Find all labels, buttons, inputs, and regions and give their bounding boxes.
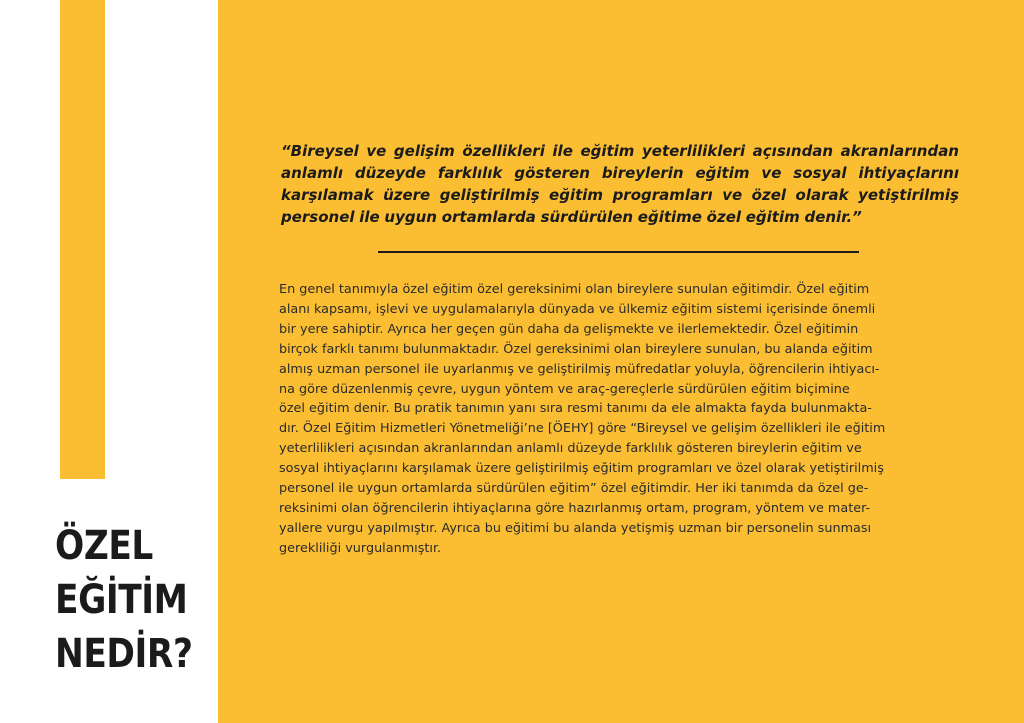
accent-bar: [60, 0, 105, 479]
page-title: [55, 519, 193, 681]
definition-quote: “Bireysel ve gelişim özellikleri ile eğitim yeterlilikleri açısından akranlarından anlamlı düzeyde farklılık gösteren bireylerin eğitim ve sosyal ihtiyaçlarını karşılamak üzere geliştirilmiş eğitim programları ve özel olarak yetiştirilmiş personel ile uygun ortamlarda sürdürülen eğitime özel eğitim denir.”: [281, 142, 959, 226]
body-line: reksinimi olan öğrencilerin ihtiyaçlarına göre hazırlanmış ortam, program, yöntem ve mater-: [279, 500, 871, 516]
body-line: sosyal ihtiyaçlarını karşılamak üzere geliştirilmiş eğitim programları ve özel olarak yetiştirilmiş: [279, 461, 884, 477]
body-line: özel eğitim denir. Bu pratik tanımın yanı sıra resmi tanımı da ele almakta fayda bulunmakta-: [279, 401, 872, 417]
title-line: NEDİR?: [55, 631, 193, 677]
body-line: na göre düzenlenmiş çevre, uygun yöntem ve araç-gereçlerle sürdürülen eğitim biçimine: [279, 381, 850, 397]
quote-divider: [378, 251, 859, 253]
body-paragraph: [279, 280, 959, 559]
body-line: alanı kapsamı, işlevi ve uygulamalarıyla dünyada ve ülkemiz eğitim sistemi içerisinde önemli: [279, 301, 876, 317]
title-line: ÖZEL: [55, 523, 153, 569]
body-line: personel ile uygun ortamlarda sürdürülen eğitim” özel eğitimdir. Her iki tanımda da özel ge-: [279, 481, 869, 497]
body-line: En genel tanımıyla özel eğitim özel gereksinimi olan bireylere sunulan eğitimdir. Özel eğitim: [279, 282, 870, 297]
body-line: gerekliliği vurgulanmıştır.: [279, 540, 442, 556]
body-line: dır. Özel Eğitim Hizmetleri Yönetmeliği’ne [ÖEHY] göre “Bireysel ve gelişim özellikleri ile eğitim: [279, 421, 886, 437]
body-line: birçok farklı tanımı bulunmaktadır. Özel gereksinimi olan bireylere sunulan, bu alanda eğitim: [279, 341, 873, 357]
title-line: EĞİTİM: [55, 577, 188, 623]
body-line: almış uzman personel ile uyarlanmış ve geliştirilmiş müfredatlar yoluyla, öğrencilerin ihtiyacı-: [279, 361, 880, 377]
body-line: yallere vurgu yapılmıştır. Ayrıca bu eğitimi bu alanda yetişmiş uzman bir personelin sunması: [279, 520, 872, 536]
body-line: yeterlilikleri açısından akranlarından anlamlı düzeyde farklılık gösteren bireylerin eğitim ve: [279, 441, 862, 457]
body-line: bir yere sahiptir. Ayrıca her geçen gün daha da gelişmekte ve ilerlemektedir. Özel eğitimin: [279, 321, 859, 337]
